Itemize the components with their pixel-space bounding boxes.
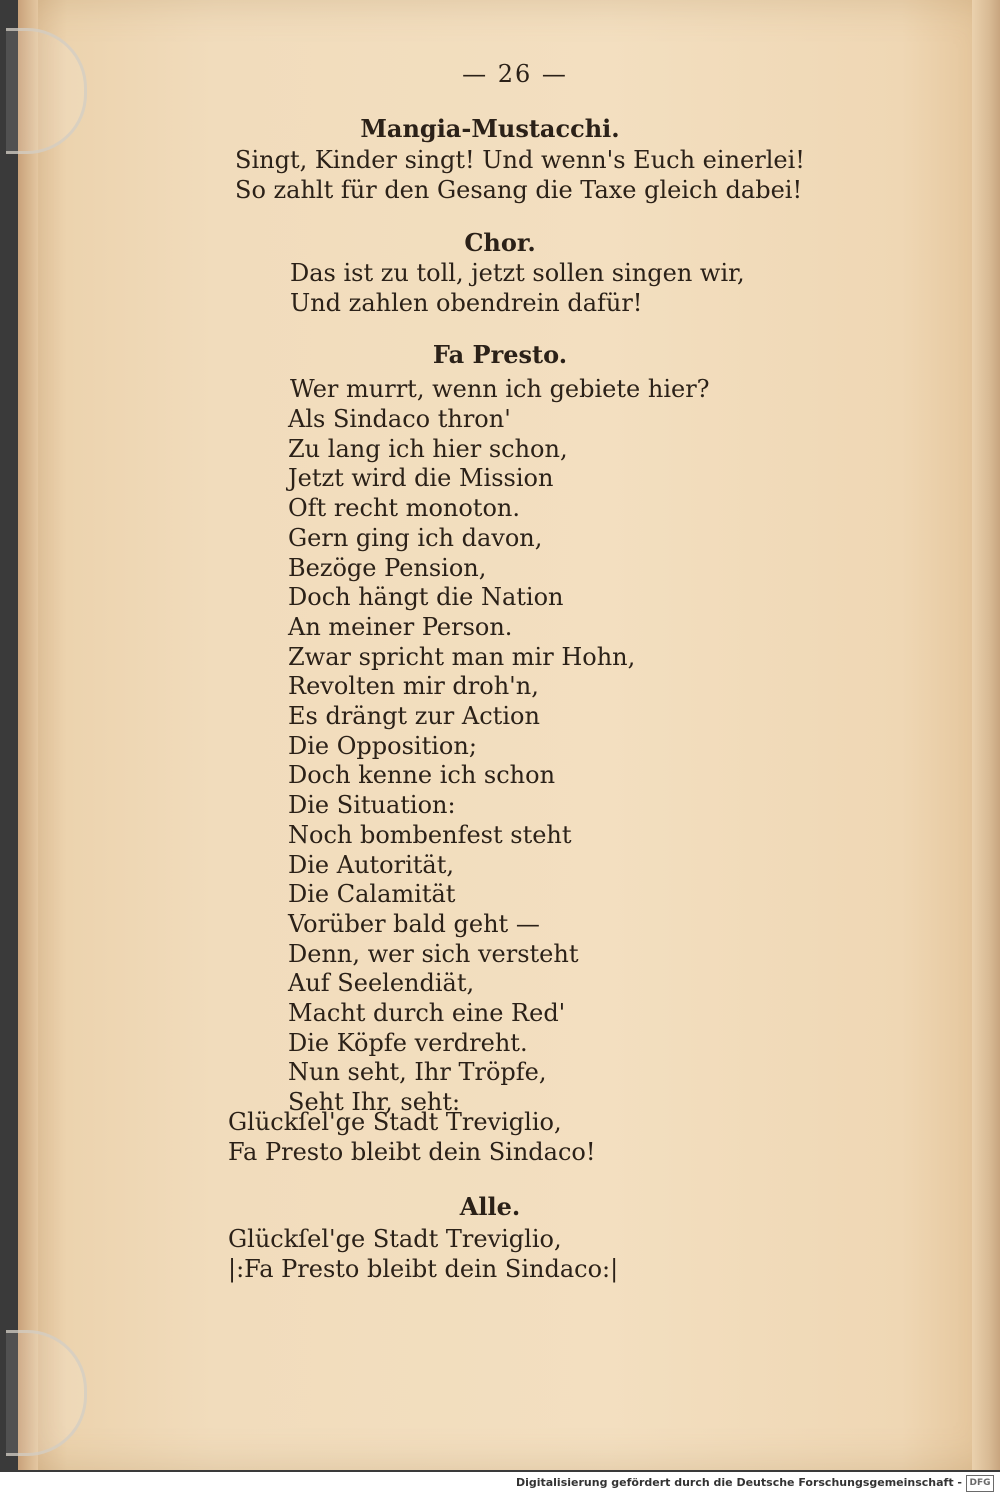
verse-line: Macht durch eine Red' — [288, 999, 566, 1028]
verse-line: Doch kenne ich schon — [288, 761, 556, 790]
verse-line: Jetzt wird die Mission — [288, 464, 554, 493]
verse-line: Gern ging ich davon, — [288, 523, 543, 552]
verse-line: Die Calamität — [288, 880, 456, 909]
verse-line: Denn, wer sich versteht — [288, 939, 579, 968]
verse-line: Das ist zu toll, jetzt sollen singen wir, — [290, 259, 745, 287]
verse-block-fa-presto — [288, 405, 635, 1118]
verse-line: Auf Seelendiät, — [288, 969, 475, 998]
verse-line: Die Köpfe verdreht. — [288, 1028, 528, 1057]
verse-line: Vorüber bald geht — — [288, 909, 540, 938]
verse-line: Als Sindaco thron' — [288, 405, 511, 433]
verse-line: Die Autorität, — [288, 850, 455, 879]
speaker-mangia-mustacchi: Mangia-Mustacchi. — [360, 114, 620, 143]
verse-line: Doch hängt die Nation — [288, 583, 564, 612]
speaker-alle: Alle. — [459, 1192, 521, 1221]
dfg-logo-icon: DFG — [966, 1475, 994, 1492]
verse-line: Es drängt zur Action — [288, 702, 540, 731]
verse-line: Glückſel'ge Stadt Treviglio, — [228, 1108, 562, 1136]
verse-line: Nun seht, Ihr Tröpfe, — [288, 1058, 547, 1087]
verse-line: Fa Presto bleibt dein Sindaco! — [228, 1137, 596, 1166]
verse-line: Die Opposition; — [288, 731, 477, 760]
verse-line: |:Fa Presto bleibt dein Sindaco:| — [228, 1254, 619, 1283]
footer-credit-text: Digitalisierung gefördert durch die Deutsche Forschungsgemeinschaft - — [515, 1476, 962, 1489]
verse-line: Seht Ihr, seht: — [288, 1088, 461, 1117]
verse-line: So zahlt für den Gesang die Taxe gleich dabei! — [235, 175, 803, 204]
verse-line: Zu lang ich hier schon, — [288, 434, 568, 463]
verse-block-chor — [290, 259, 745, 318]
verse-line: Noch bombenfest steht — [288, 820, 572, 849]
verse-line: Wer murrt, wenn ich gebiete hier? — [290, 375, 710, 403]
speaker-fa-presto: Fa Presto. — [432, 340, 568, 369]
verse-block-fa-presto-closing — [228, 1108, 596, 1167]
verse-line: Und zahlen obendrein dafür! — [290, 288, 643, 317]
verse-line: An meiner Person. — [288, 612, 513, 641]
verse-block-mangia-mustacchi — [235, 146, 805, 205]
verse-line: Singt, Kinder singt! Und wenn's Euch einerlei! — [235, 146, 805, 174]
verse-line: Bezöge Pension, — [288, 553, 487, 582]
verse-line: Die Situation: — [288, 791, 456, 820]
verse-block-alle — [228, 1225, 618, 1284]
page-number: — 26 — — [462, 60, 568, 88]
digitization-footer — [0, 1472, 1000, 1495]
verse-line: Oft recht monoton. — [288, 494, 520, 523]
verse-line: Zwar spricht man mir Hohn, — [288, 642, 636, 671]
speaker-chor: Chor. — [464, 228, 536, 257]
verse-line: Revolten mir droh'n, — [288, 672, 539, 701]
verse-block-fa-presto-first — [290, 375, 710, 405]
verse-line: Glückſel'ge Stadt Treviglio, — [228, 1225, 562, 1253]
